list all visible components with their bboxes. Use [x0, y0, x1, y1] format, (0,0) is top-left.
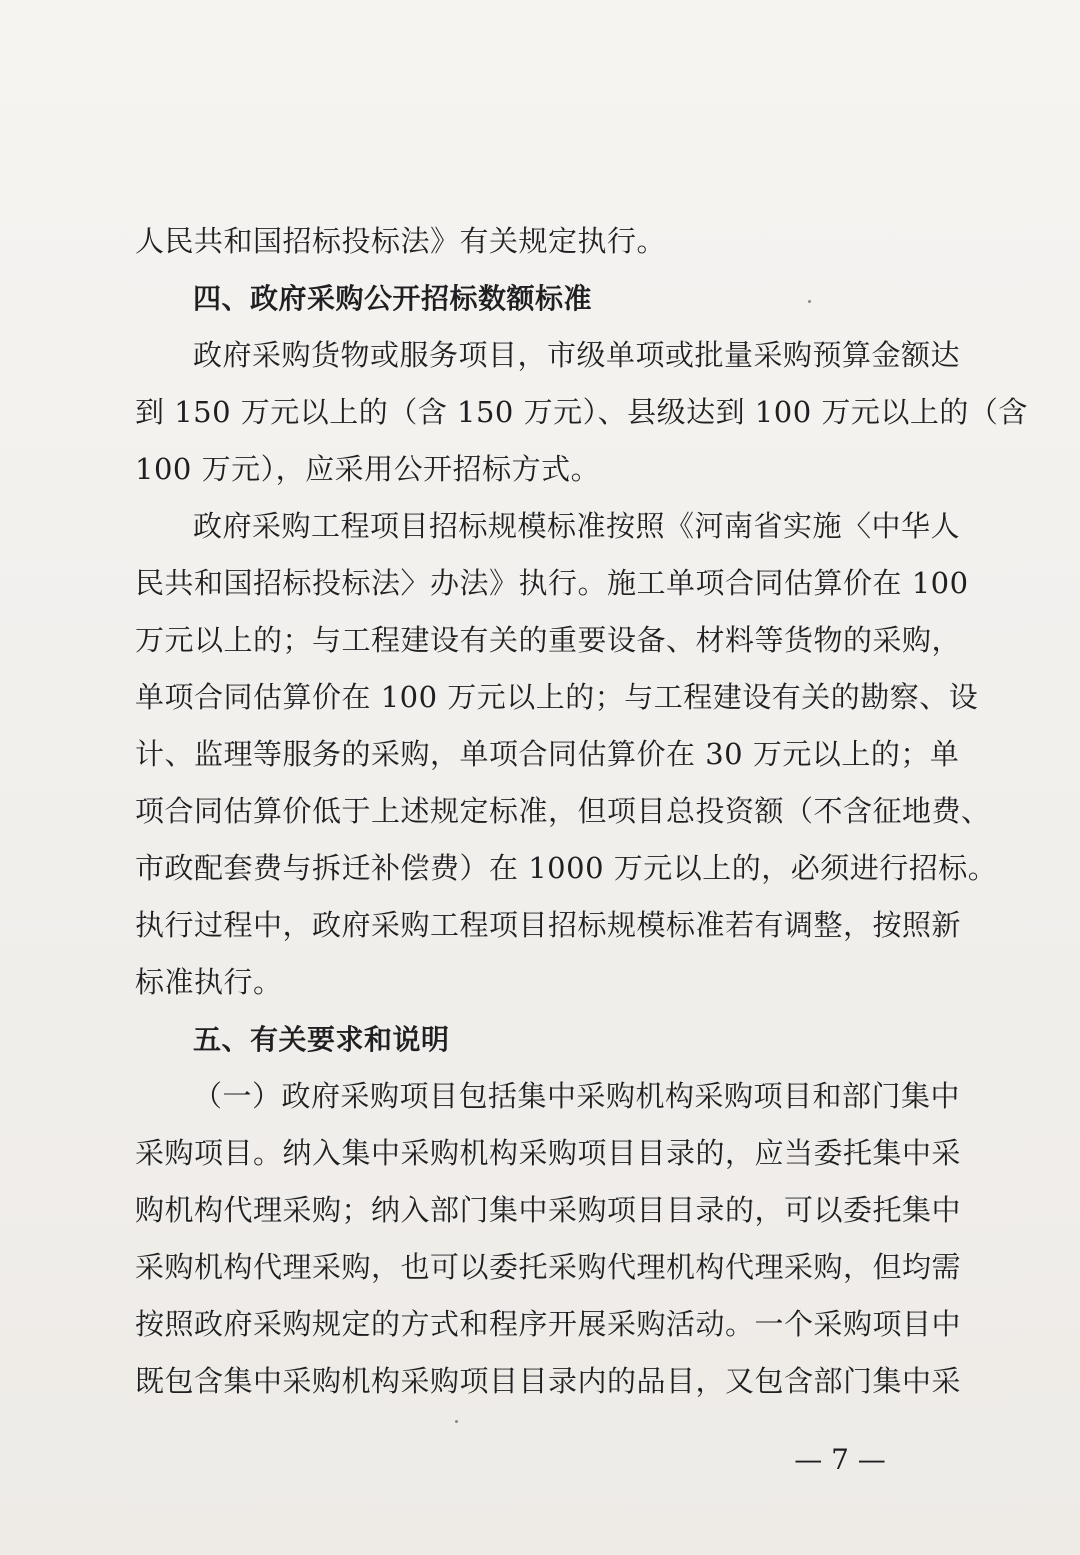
- paper-speck: [455, 1420, 458, 1423]
- section-heading-5: 五、有关要求和说明: [193, 1023, 450, 1056]
- text-line: 政府采购工程项目招标规模标准按照《河南省实施〈中华人: [193, 509, 961, 543]
- text-line: （一）政府采购项目包括集中采购机构采购项目和部门集中: [193, 1079, 961, 1113]
- section-heading-4: 四、政府采购公开招标数额标准: [193, 282, 593, 315]
- paper-speck: [808, 300, 811, 303]
- text-line: 计、监理等服务的采购，单项合同估算价在 30 万元以上的；单: [135, 737, 960, 771]
- text-line: 既包含集中采购机构采购项目目录内的品目，又包含部门集中采: [135, 1364, 962, 1398]
- text-line: 采购机构代理采购，也可以委托采购代理机构代理采购，但均需: [135, 1250, 962, 1284]
- text-line: 到 150 万元以上的（含 150 万元）、县级达到 100 万元以上的（含: [135, 395, 1028, 429]
- page-number: — 7 —: [794, 1443, 886, 1476]
- text-line: 万元以上的；与工程建设有关的重要设备、材料等货物的采购，: [135, 623, 962, 657]
- text-line: 项合同估算价低于上述规定标准，但项目总投资额（不含征地费、: [135, 794, 991, 828]
- text-line: 按照政府采购规定的方式和程序开展采购活动。一个采购项目中: [135, 1307, 962, 1341]
- text-line: 民共和国招标投标法〉办法》执行。施工单项合同估算价在 100: [135, 566, 969, 600]
- text-line: 采购项目。纳入集中采购机构采购项目目录的，应当委托集中采: [135, 1136, 962, 1170]
- text-line: 人民共和国招标投标法》有关规定执行。: [135, 224, 667, 258]
- text-line: 市政配套费与拆迁补偿费）在 1000 万元以上的，必须进行招标。: [135, 851, 998, 885]
- document-body: [135, 213, 1028, 1410]
- text-line: 购机构代理采购；纳入部门集中采购项目目录的，可以委托集中: [135, 1193, 962, 1227]
- text-line: 执行过程中，政府采购工程项目招标规模标准若有调整，按照新: [135, 908, 962, 942]
- text-line: 单项合同估算价在 100 万元以上的；与工程建设有关的勘察、设: [135, 680, 979, 714]
- text-line: 100 万元），应采用公开招标方式。: [135, 452, 601, 486]
- text-line: 标准执行。: [135, 965, 283, 999]
- text-line: 政府采购货物或服务项目，市级单项或批量采购预算金额达: [193, 338, 961, 372]
